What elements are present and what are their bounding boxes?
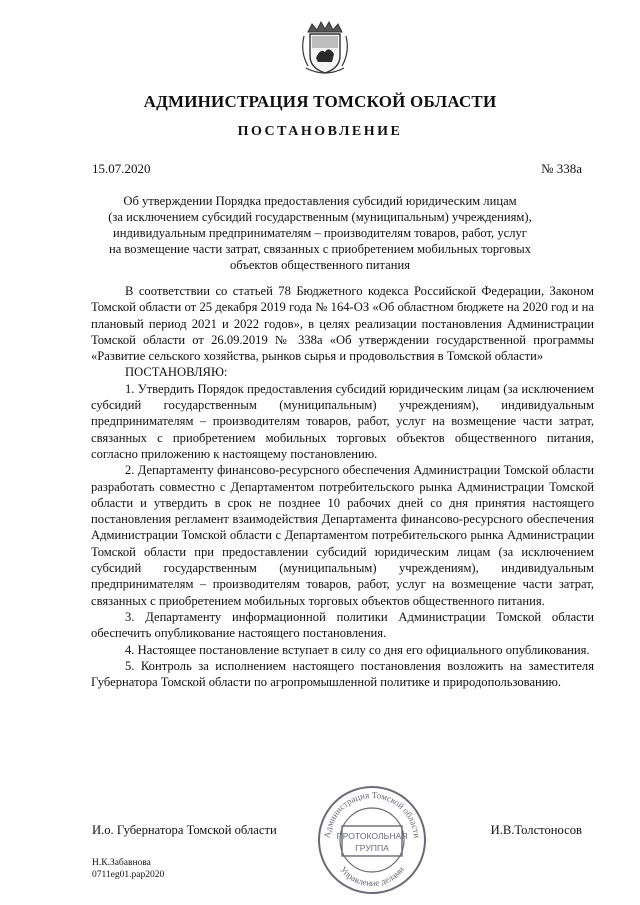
subject-line: на возмещение части затрат, связанных с приобретением мобильных торговых [108, 242, 532, 256]
official-stamp [316, 784, 428, 896]
stamp-ring-bottom-text: Управление делами [338, 864, 406, 889]
document-body [91, 283, 594, 690]
stamp-center-line2: ГРУППА [355, 843, 389, 853]
document-subject [100, 193, 540, 273]
coat-of-arms-icon [300, 18, 350, 78]
clause-paragraph: 5. Контроль за исполнением настоящего постановления возложить на заместителя Губернатора Томской области по агропромышленной политике и природопользованию. [91, 658, 594, 690]
organization-title: АДМИНИСТРАЦИЯ ТОМСКОЙ ОБЛАСТИ [143, 92, 497, 111]
clause-paragraph: 2. Департаменту финансово-ресурсного обеспечения Администрации Томской области разработать совместно с Департаментом потребительского рынка Администрации Томской области и утвердить в срок не позднее 10 рабочих дней со дня принятия настоящего постановления регламент взаимодействия Департамента финансово-ресурсного обеспечения Администрации Томской области с Департаментом потребительского рынка Администрации Томской области при предоставлении субсидий юридическим лицам (за исключением субсидий государственным (муниципальным) учреждениям), индивидуальным предпринимателям – производителям товаров, работ, услуг на возмещение части затрат, связанных с приобретением мобильных торговых объектов общественного питания. [91, 463, 594, 608]
document-number: № 338а [541, 161, 582, 176]
preamble-paragraph: В соответствии со статьей 78 Бюджетного кодекса Российской Федерации, Законом Томской области от 25 декабря 2019 года № 164-ОЗ «Об областном бюджете на 2020 год и на плановый период 2021 и 2022 годов», в целях реализации постановления Администрации Томской области от 26.09.2019 № 338а «Об утверждении государственной программы «Развитие сельского хозяйства, рынков сырья и продовольствия в Томской области» [91, 284, 594, 364]
stamp-ring-top-text: Администрация Томской области [321, 789, 423, 839]
signer-name: И.В.Толстоносов [490, 823, 582, 837]
executor-file: 0711eg01.рар2020 [92, 870, 165, 880]
executor-block [92, 857, 164, 881]
clause-paragraph: 4. Настоящее постановление вступает в силу со дня его официального опубликования. [125, 642, 590, 657]
subject-line: Об утверждении Порядка предоставления субсидий юридическим лицам [123, 194, 517, 208]
subject-line: индивидуальным предпринимателям – производителям товаров, работ, услуг [113, 226, 527, 240]
clause-paragraph: 3. Департаменту информационной политики Администрации Томской области обеспечить опубликование настоящего постановления. [91, 609, 594, 641]
document-type: ПОСТАНОВЛЕНИЕ [237, 124, 403, 139]
clause-paragraph: 1. Утвердить Порядок предоставления субсидий юридическим лицам (за исключением субсидий государственным (муниципальным) учреждениям), индивидуальным предпринимателям – производителям товаров, работ, услуг на возмещение части затрат, связанных с приобретением мобильных торговых объектов общественного питания, согласно приложению к настоящему постановлению. [91, 381, 594, 461]
subject-line: объектов общественного питания [229, 258, 411, 272]
executor-name: Н.К.Забавнова [92, 858, 151, 868]
stamp-center-line1: ПРОТОКОЛЬНАЯ [336, 831, 408, 841]
signer-position: И.о. Губернатора Томской области [92, 823, 277, 837]
decree-word: ПОСТАНОВЛЯЮ: [125, 365, 228, 380]
document-date: 15.07.2020 [92, 161, 151, 176]
subject-line: (за исключением субсидий государственным (муниципальным) учреждениям), [108, 210, 532, 224]
